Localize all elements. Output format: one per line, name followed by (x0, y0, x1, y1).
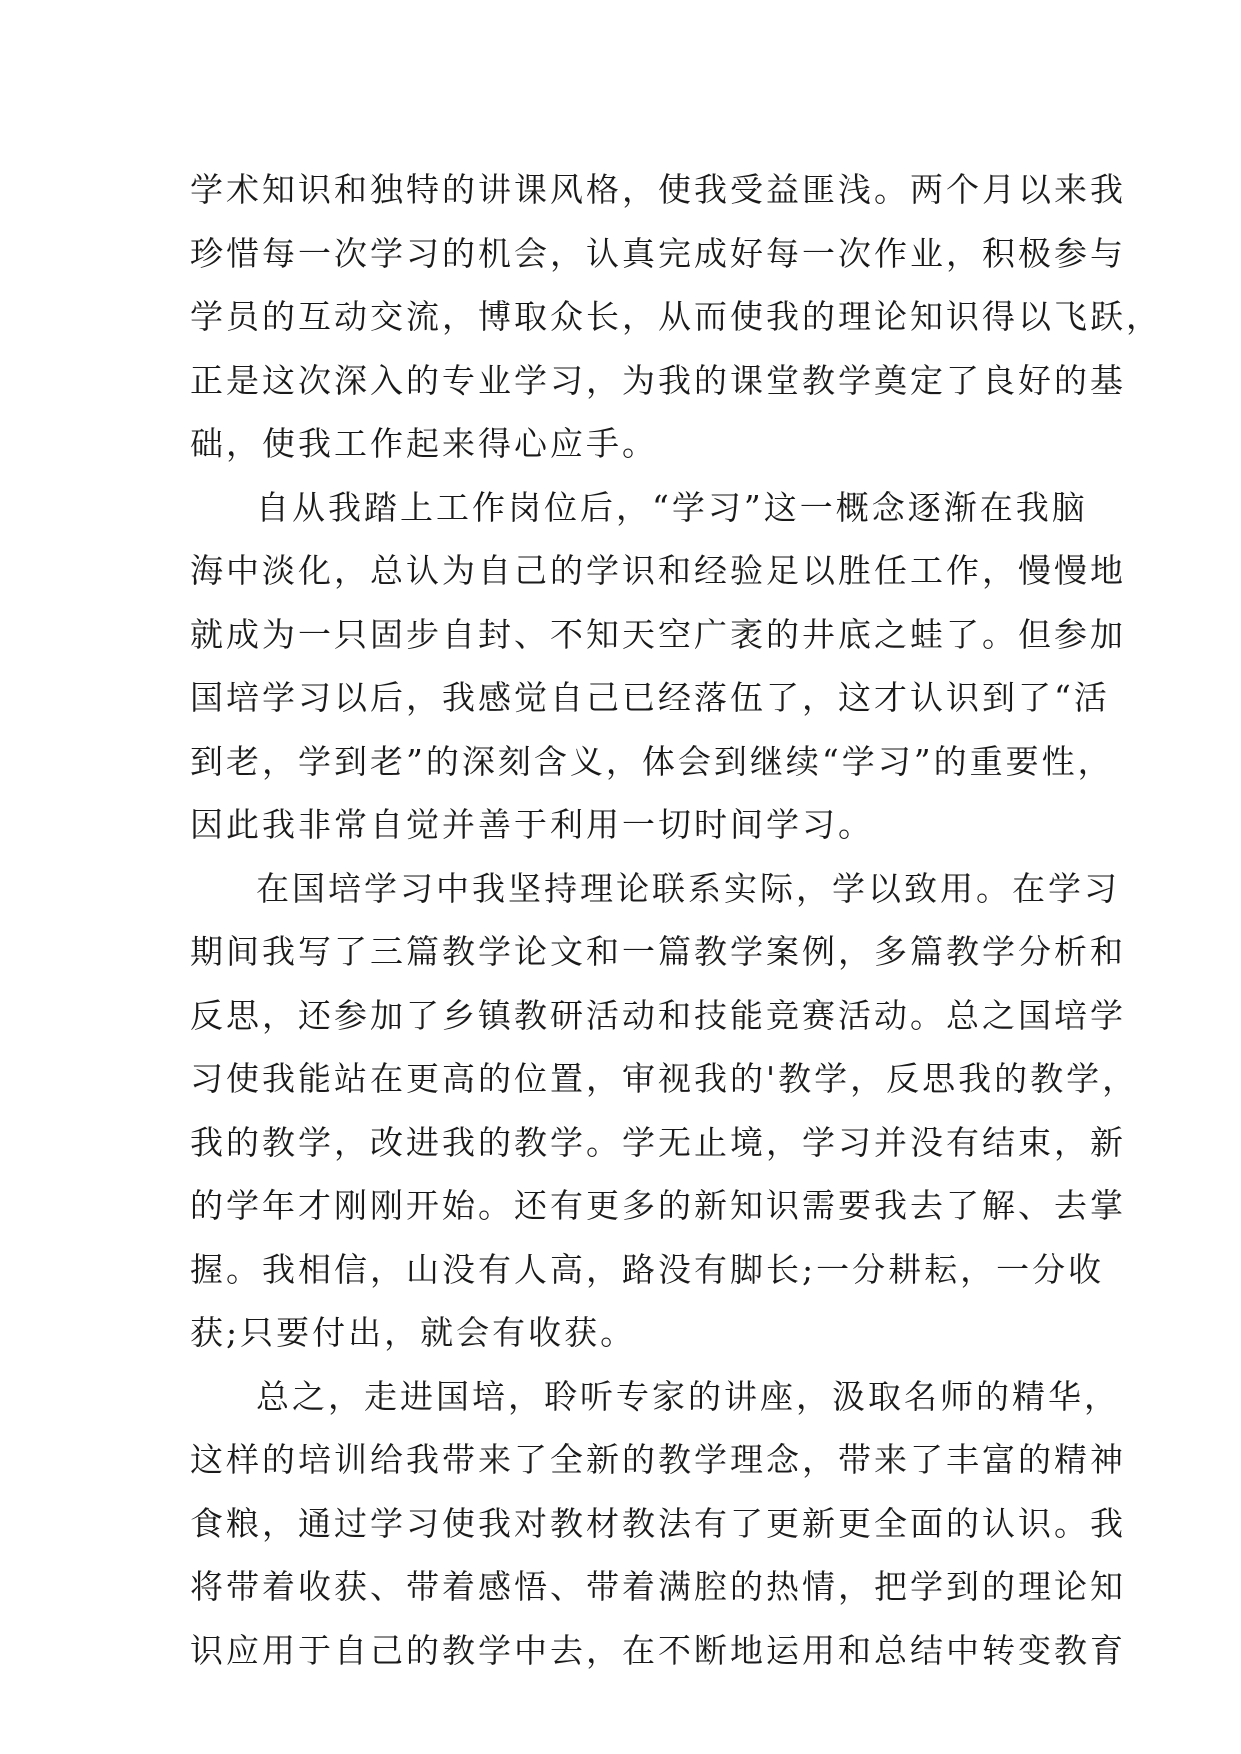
text-line: 识应用于自己的教学中去，在不断地运用和总结中转变教育 (190, 1630, 1126, 1670)
text-line: 获;只要付出，就会有收获。 (190, 1313, 637, 1352)
text-line: 学员的互动交流，博取众长，从而使我的理论知识得以飞跃， (190, 297, 1162, 336)
text-line: 到老，学到老”的深刻含义，体会到继续“学习”的重要性， (190, 741, 1114, 781)
text-line: 反思，还参加了乡镇教研活动和技能竞赛活动。总之国培学 (190, 995, 1126, 1035)
text-line: 础，使我工作起来得心应手。 (190, 424, 658, 463)
paragraph-first-line: 总之，走进国培，聆听专家的讲座，汲取名师的精华， (256, 1376, 1120, 1416)
text-line: 这样的培训给我带来了全新的教学理念，带来了丰富的精神 (190, 1440, 1126, 1479)
text-line: 珍惜每一次学习的机会，认真完成好每一次作业，积极参与 (190, 233, 1126, 273)
text-line: 因此我非常自觉并善于利用一切时间学习。 (190, 805, 874, 844)
text-line: 国培学习以后，我感觉自己已经落伍了，这才认识到了“活 (190, 678, 1110, 717)
paragraph-first-line: 自从我踏上工作岗位后，“学习”这一概念逐渐在我脑 (256, 487, 1088, 527)
paragraph-first-line: 在国培学习中我坚持理论联系实际，学以致用。在学习 (256, 868, 1120, 908)
text-line: 期间我写了三篇教学论文和一篇教学案例，多篇教学分析和 (190, 932, 1126, 971)
text-line: 正是这次深入的专业学习，为我的课堂教学奠定了良好的基 (190, 360, 1126, 400)
text-line: 就成为一只固步自封、不知天空广袤的井底之蛙了。但参加 (190, 614, 1126, 654)
text-line: 我的教学，改进我的教学。学无止境，学习并没有结束，新 (190, 1122, 1126, 1162)
text-line: 习使我能站在更高的位置，审视我的'教学，反思我的教学， (190, 1059, 1139, 1098)
text-line: 食粮，通过学习使我对教材教法有了更新更全面的认识。我 (190, 1503, 1126, 1543)
text-line: 的学年才刚刚开始。还有更多的新知识需要我去了解、去掌 (190, 1186, 1126, 1225)
text-line: 学术知识和独特的讲课风格，使我受益匪浅。两个月以来我 (190, 170, 1126, 209)
text-line: 将带着收获、带着感悟、带着满腔的热情，把学到的理论知 (190, 1567, 1126, 1606)
body-text (190, 158, 1162, 1682)
text-line: 海中淡化，总认为自己的学识和经验足以胜任工作，慢慢地 (190, 551, 1126, 590)
text-line: 握。我相信，山没有人高，路没有脚长;一分耕耘，一分收 (190, 1249, 1105, 1289)
